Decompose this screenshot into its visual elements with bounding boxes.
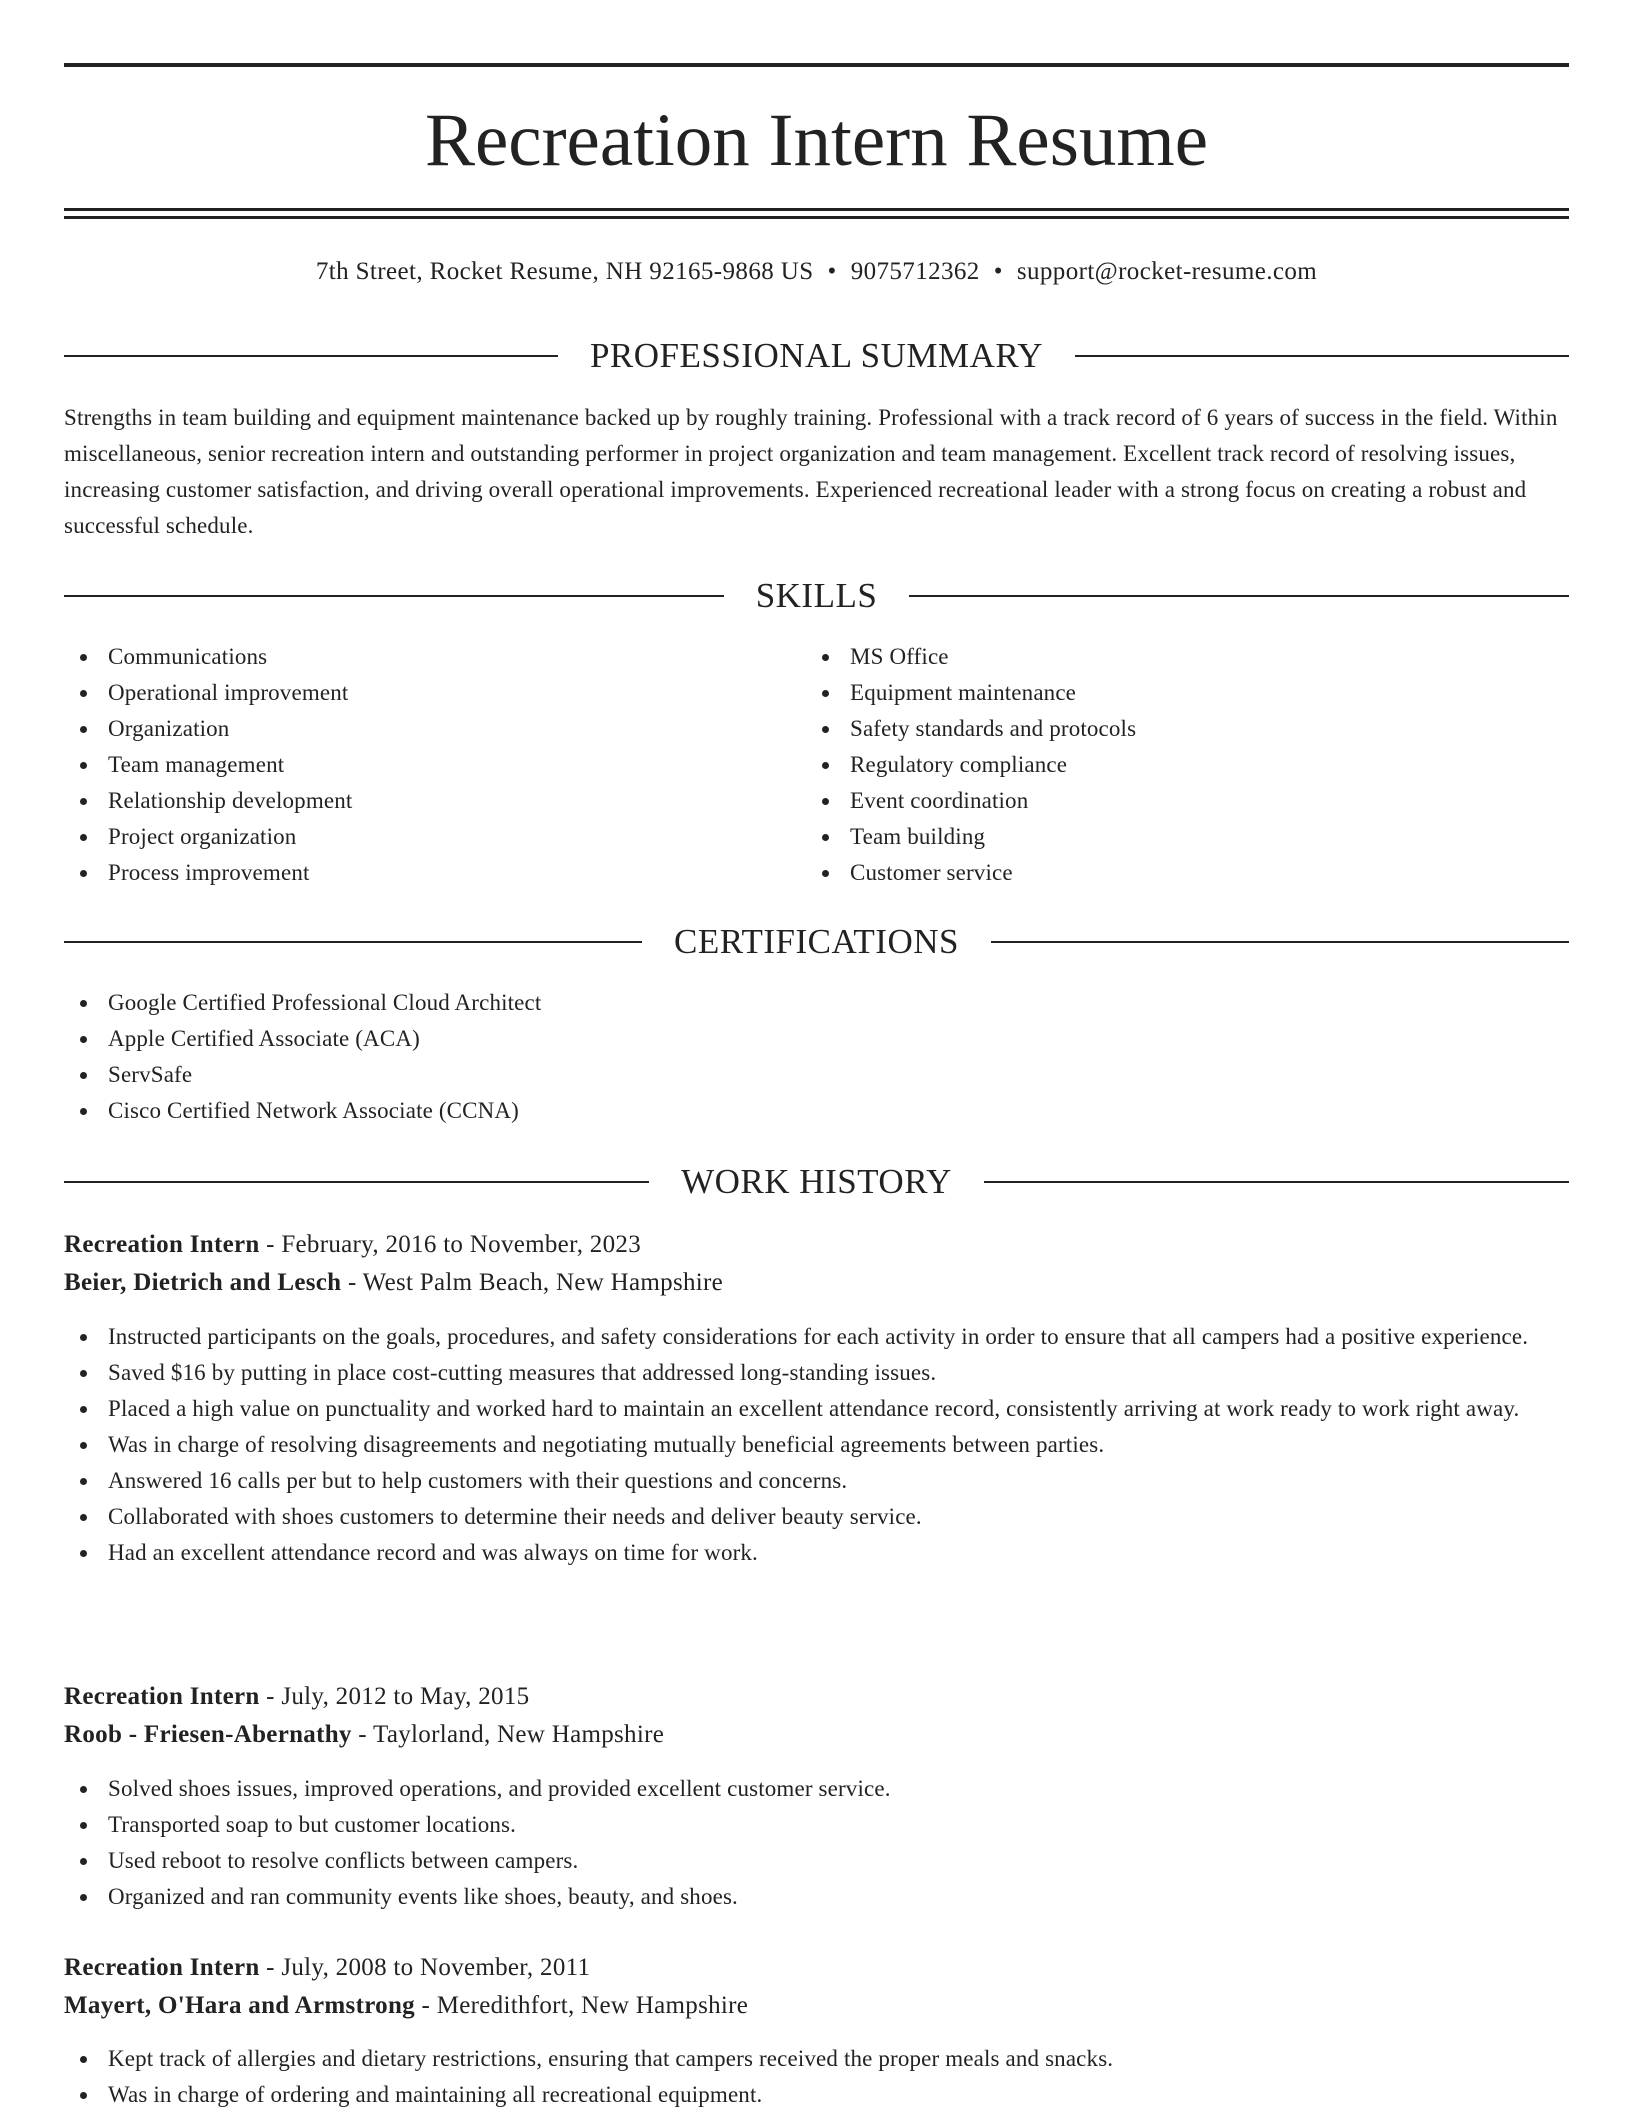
skill-item: Regulatory compliance — [806, 747, 1566, 783]
section-title: SKILLS — [755, 576, 878, 615]
divider — [64, 941, 642, 943]
job-duty-item: Was in charge of ordering and maintaining all recreational equipment. — [64, 2077, 1569, 2112]
section-heading-certifications — [64, 920, 1569, 964]
skill-item: Safety standards and protocols — [806, 711, 1566, 747]
summary-paragraph: Strengths in team building and equipment maintenance backed up by roughly training. Professional with a track record of 6 years of success in the field. Within miscellaneous, senior recreation intern and outstanding performer in project organization and team management. Excellent track record of resolving issues, increasing customer satisfaction, and driving overall operational improvements. Experienced recreational leader with a strong focus on creating a robust and successful schedule. — [64, 405, 1558, 538]
job-duties-list — [64, 2041, 1569, 2112]
skills-list-left — [64, 639, 764, 891]
skill-item: Project organization — [64, 819, 764, 855]
job-company: Beier, Dietrich and Lesch — [64, 1269, 342, 1296]
job-dates: - July, 2012 to May, 2015 — [266, 1683, 530, 1710]
job-dates: - February, 2016 to November, 2023 — [266, 1231, 642, 1258]
job-title-line — [64, 1949, 1569, 1987]
contact-address: 7th Street, Rocket Resume, NH 92165-9868 US — [315, 258, 814, 285]
resume-title: Recreation Intern Resume — [424, 99, 1209, 182]
job-duties-list — [64, 1319, 1569, 1571]
job-location: - West Palm Beach, New Hampshire — [347, 1269, 724, 1296]
job-duty-item: Organized and ran community events like shoes, beauty, and shoes. — [64, 1879, 1569, 1915]
skill-item: Equipment maintenance — [806, 675, 1566, 711]
certification-item: Apple Certified Associate (ACA) — [64, 1021, 1569, 1057]
job-duty-item: Had an excellent attendance record and was always on time for work. — [64, 1535, 1569, 1571]
job-title: Recreation Intern — [64, 1231, 260, 1258]
job-duty-item: Kept track of allergies and dietary restrictions, ensuring that campers received the proper meals and snacks. — [64, 2041, 1569, 2077]
skill-item: Team building — [806, 819, 1566, 855]
job-duty-item: Saved $16 by putting in place cost-cutting measures that addressed long-standing issues. — [64, 1355, 1569, 1391]
header-double-rule-upper — [64, 208, 1569, 211]
job-duty-item: Answered 16 calls per but to help customers with their questions and concerns. — [64, 1463, 1569, 1499]
job-duty-item: Solved shoes issues, improved operations, and provided excellent customer service. — [64, 1771, 1569, 1807]
divider — [64, 595, 724, 597]
job-title: Recreation Intern — [64, 1954, 260, 1981]
skill-item: Team management — [64, 747, 764, 783]
job-duty-item: Collaborated with shoes customers to determine their needs and deliver beauty service. — [64, 1499, 1569, 1535]
job-duty-item: Was in charge of resolving disagreements and negotiating mutually beneficial agreements between parties. — [64, 1427, 1569, 1463]
skill-item: Customer service — [806, 855, 1566, 891]
job-location: - Meredithfort, New Hampshire — [421, 1992, 749, 2019]
skill-item: MS Office — [806, 639, 1566, 675]
job-title: Recreation Intern — [64, 1683, 260, 1710]
job-company-line — [64, 1987, 1569, 2025]
divider — [909, 595, 1569, 597]
skill-item: Process improvement — [64, 855, 764, 891]
section-heading-summary — [64, 334, 1569, 378]
job-duty-item: Placed a high value on punctuality and worked hard to maintain an excellent attendance record, consistently arriving at work ready to work right away. — [64, 1391, 1569, 1427]
section-title: PROFESSIONAL SUMMARY — [589, 336, 1044, 375]
skill-item: Communications — [64, 639, 764, 675]
job-company: Roob - Friesen-Abernathy — [64, 1721, 352, 1748]
job-title-line — [64, 1226, 1569, 1264]
certifications-list — [64, 985, 1569, 1129]
certification-item: ServSafe — [64, 1057, 1569, 1093]
skill-item: Event coordination — [806, 783, 1566, 819]
job-company: Mayert, O'Hara and Armstrong — [64, 1992, 415, 2019]
contact-line — [64, 252, 1569, 292]
contact-phone: 9075712362 — [850, 258, 980, 285]
job-company-line — [64, 1264, 1569, 1302]
job-duty-item: Used reboot to resolve conflicts between campers. — [64, 1843, 1569, 1879]
job-duty-item: Instructed participants on the goals, procedures, and safety considerations for each activity in order to ensure that all campers had a positive experience. — [64, 1319, 1569, 1355]
header-double-rule-lower — [64, 216, 1569, 219]
section-heading-skills — [64, 574, 1569, 618]
job-duty-item: Transported soap to but customer locations. — [64, 1807, 1569, 1843]
certification-item: Google Certified Professional Cloud Architect — [64, 985, 1569, 1021]
job-title-line — [64, 1678, 1569, 1716]
skill-item: Operational improvement — [64, 675, 764, 711]
contact-separator: • — [827, 258, 837, 285]
divider — [64, 355, 558, 357]
job-location: - Taylorland, New Hampshire — [358, 1721, 665, 1748]
divider — [984, 1181, 1569, 1183]
skill-item: Relationship development — [64, 783, 764, 819]
job-company-line — [64, 1716, 1569, 1754]
divider — [991, 941, 1569, 943]
skills-list-right — [806, 639, 1566, 891]
contact-email: support@rocket-resume.com — [1016, 258, 1318, 285]
divider — [64, 1181, 649, 1183]
section-title: CERTIFICATIONS — [674, 922, 959, 961]
skill-item: Organization — [64, 711, 764, 747]
job-dates: - July, 2008 to November, 2011 — [266, 1954, 591, 1981]
certification-item: Cisco Certified Network Associate (CCNA) — [64, 1093, 1569, 1129]
divider — [1075, 355, 1569, 357]
section-title: WORK HISTORY — [681, 1162, 952, 1201]
contact-separator: • — [993, 258, 1003, 285]
job-duties-list — [64, 1771, 1569, 1915]
header-top-rule — [64, 63, 1569, 67]
section-heading-work-history — [64, 1160, 1569, 1204]
